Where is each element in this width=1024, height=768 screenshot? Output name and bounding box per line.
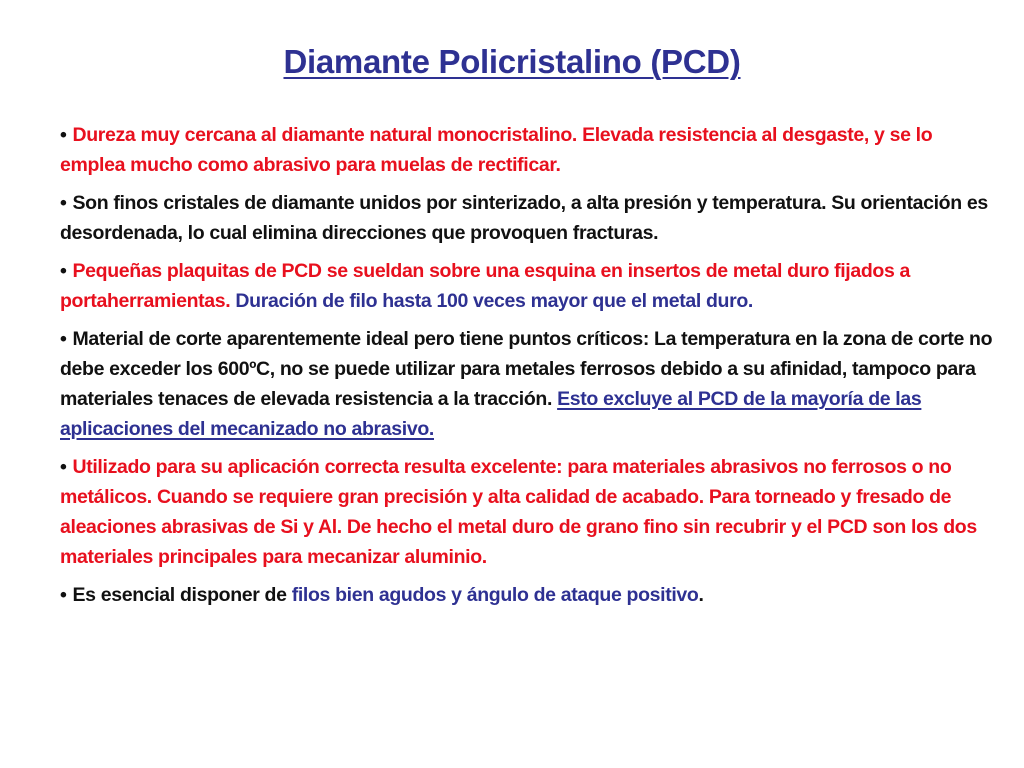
bullet-item-applications [60,452,1000,572]
bullet-item-hardness [60,120,1000,180]
slide-title: Diamante Policristalino (PCD) [283,43,741,80]
bullet-item-limitations [60,324,1000,444]
bullet-text: Son finos cristales de diamante unidos por sinterizado, a alta presión y temperatura. Su orientación es desordenada, lo cual elimina direcciones que provoquen fracturas. [60,192,988,244]
bullet-item-structure [60,188,1000,248]
bullet-text-end: . [698,584,704,606]
bullet-point-icon: • [60,584,67,606]
bullet-text-highlight: filos bien agudos y ángulo de ataque positivo [291,584,699,606]
bullet-point-icon: • [60,192,67,214]
bullet-text: Dureza muy cercana al diamante natural monocristalino. Elevada resistencia al desgaste, y se lo emplea mucho como abrasivo para muelas de rectificar. [60,124,933,176]
bullet-text: Utilizado para su aplicación correcta resulta excelente: para materiales abrasivos no ferrosos o no metálicos. Cuando se requiere gran precisión y alta calidad de acabado. Para torneado y fresado de aleaciones abrasivas de Si y Al. De hecho el metal duro de grano fino sin recubrir y el PCD son los dos materiales principales para mecanizar aluminio. [60,456,977,568]
bullet-point-icon: • [60,124,67,146]
bullet-link-text[interactable]: Esto excluye al PCD de la mayoría de las aplicaciones del mecanizado no abrasivo. [60,388,922,440]
bullet-text-highlight: Duración de filo hasta 100 veces mayor que el metal duro. [230,290,753,312]
bullet-point-icon: • [60,328,67,350]
bullet-point-icon: • [60,260,67,282]
bullet-item-cutting-edge [60,580,1000,610]
bullet-point-icon: • [60,456,67,478]
bullet-list [60,120,1000,618]
bullet-text: Pequeñas plaquitas de PCD se sueldan sobre una esquina en insertos de metal duro fijados a portaherramientas. [60,260,911,312]
bullet-item-inserts [60,256,1000,316]
bullet-text: Material de corte aparentemente ideal pero tiene puntos críticos: La temperatura en la zona de corte no debe exceder los 600ºC, no se puede utilizar para metales ferrosos debido a su afinidad, tampoco para materiales tenaces de elevada resistencia a la tracción. [60,328,993,410]
bullet-text: Es esencial disponer de [72,584,292,606]
